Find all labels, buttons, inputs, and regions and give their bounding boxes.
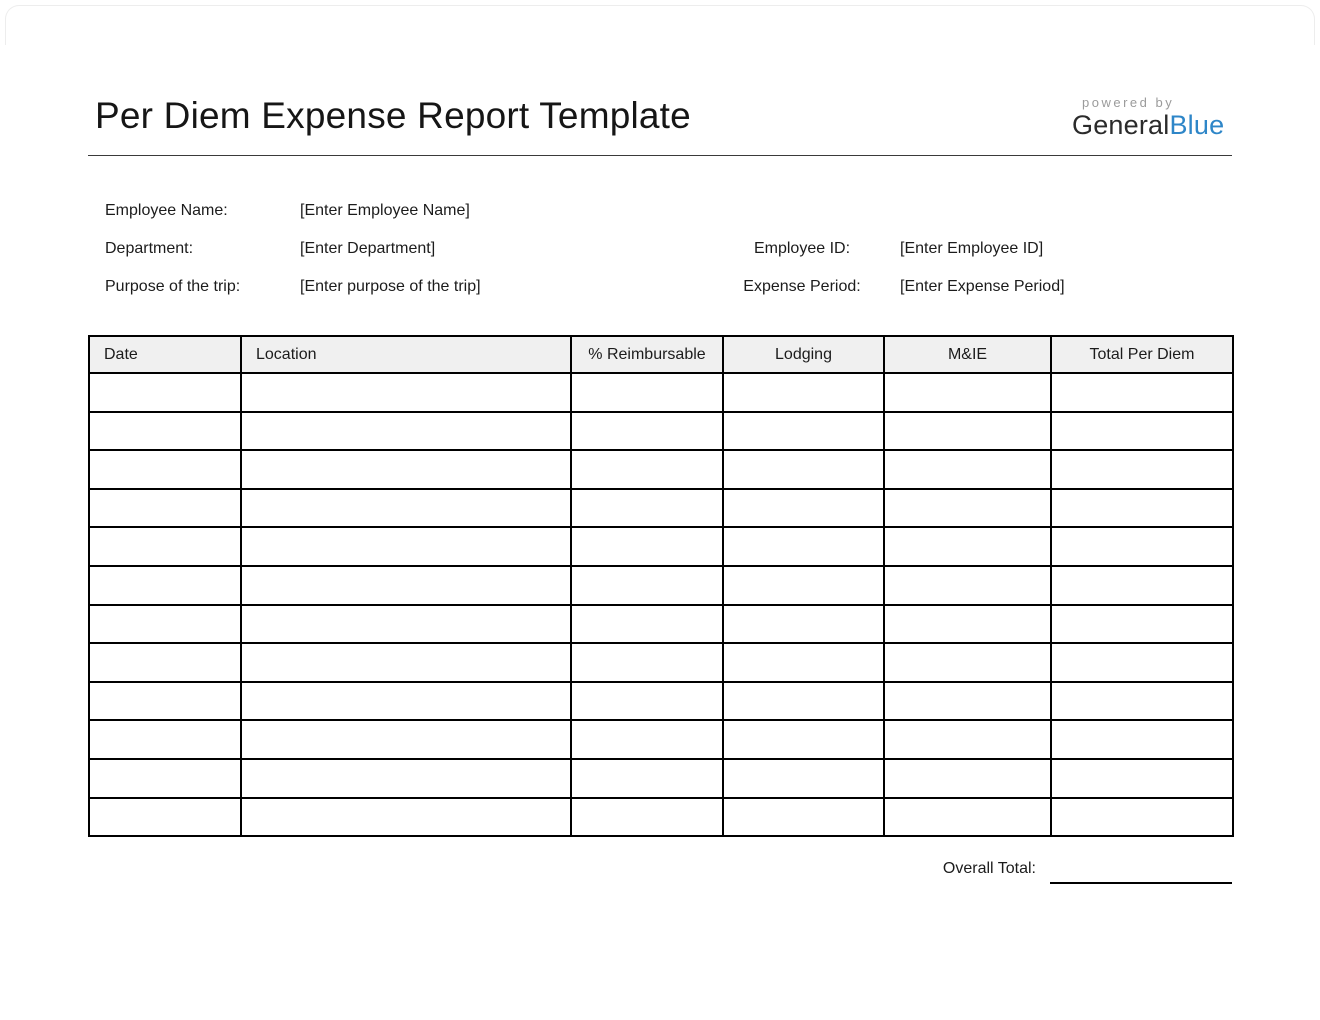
table-cell[interactable] bbox=[1051, 373, 1233, 412]
trip-purpose-field[interactable]: [Enter purpose of the trip] bbox=[300, 278, 481, 295]
table-cell[interactable] bbox=[571, 720, 723, 759]
table-cell[interactable] bbox=[89, 643, 241, 682]
table-row bbox=[89, 412, 1233, 451]
employee-id-label: Employee ID: bbox=[753, 240, 851, 257]
table-cell[interactable] bbox=[884, 412, 1051, 451]
table-cell[interactable] bbox=[1051, 489, 1233, 528]
table-cell[interactable] bbox=[571, 566, 723, 605]
table-cell[interactable] bbox=[723, 643, 884, 682]
table-cell[interactable] bbox=[241, 527, 571, 566]
table-cell[interactable] bbox=[241, 643, 571, 682]
table-cell[interactable] bbox=[1051, 798, 1233, 837]
table-cell[interactable] bbox=[884, 798, 1051, 837]
table-row bbox=[89, 527, 1233, 566]
table-cell[interactable] bbox=[723, 489, 884, 528]
employee-name-field[interactable]: [Enter Employee Name] bbox=[300, 202, 470, 219]
table-cell[interactable] bbox=[884, 759, 1051, 798]
table-body bbox=[89, 373, 1233, 836]
table-cell[interactable] bbox=[89, 489, 241, 528]
per-diem-expense-table bbox=[88, 335, 1234, 837]
table-cell[interactable] bbox=[89, 682, 241, 721]
expense-period-label: Expense Period: bbox=[743, 278, 861, 295]
overall-total-label: Overall Total: bbox=[942, 860, 1036, 877]
table-cell[interactable] bbox=[571, 798, 723, 837]
table-cell[interactable] bbox=[723, 720, 884, 759]
table-row bbox=[89, 373, 1233, 412]
table-cell[interactable] bbox=[89, 373, 241, 412]
overall-total-field[interactable] bbox=[1050, 864, 1232, 884]
table-row bbox=[89, 798, 1233, 837]
table-cell[interactable] bbox=[571, 450, 723, 489]
table-cell[interactable] bbox=[1051, 527, 1233, 566]
table-cell[interactable] bbox=[241, 489, 571, 528]
expense-period-field[interactable]: [Enter Expense Period] bbox=[900, 278, 1065, 295]
table-cell[interactable] bbox=[241, 450, 571, 489]
table-cell[interactable] bbox=[241, 566, 571, 605]
table-row bbox=[89, 720, 1233, 759]
table-cell[interactable] bbox=[89, 450, 241, 489]
table-cell[interactable] bbox=[884, 720, 1051, 759]
employee-name-label: Employee Name: bbox=[105, 202, 228, 219]
page-top-edge bbox=[5, 5, 1315, 45]
table-cell[interactable] bbox=[723, 605, 884, 644]
table-cell[interactable] bbox=[884, 489, 1051, 528]
table-cell[interactable] bbox=[571, 373, 723, 412]
table-cell[interactable] bbox=[571, 643, 723, 682]
table-cell[interactable] bbox=[241, 682, 571, 721]
brand-wordmark bbox=[1072, 110, 1232, 141]
employee-id-field[interactable]: [Enter Employee ID] bbox=[900, 240, 1044, 257]
table-header bbox=[89, 336, 1233, 373]
table-cell[interactable] bbox=[89, 412, 241, 451]
brand-general-text: General bbox=[1072, 110, 1170, 141]
table-cell[interactable] bbox=[1051, 682, 1233, 721]
table-cell[interactable] bbox=[89, 605, 241, 644]
table-row bbox=[89, 450, 1233, 489]
table-cell[interactable] bbox=[241, 605, 571, 644]
table-cell[interactable] bbox=[723, 566, 884, 605]
header-divider bbox=[88, 155, 1232, 156]
table-cell[interactable] bbox=[884, 373, 1051, 412]
table-cell[interactable] bbox=[1051, 720, 1233, 759]
column-header-date: Date bbox=[89, 336, 241, 373]
table-cell[interactable] bbox=[1051, 605, 1233, 644]
department-label: Department: bbox=[105, 240, 194, 257]
table-cell[interactable] bbox=[723, 682, 884, 721]
table-cell[interactable] bbox=[723, 759, 884, 798]
table-row bbox=[89, 605, 1233, 644]
document-header bbox=[95, 92, 1232, 141]
table-cell[interactable] bbox=[571, 412, 723, 451]
table-row bbox=[89, 489, 1233, 528]
table-cell[interactable] bbox=[89, 759, 241, 798]
table-cell[interactable] bbox=[884, 450, 1051, 489]
table-cell[interactable] bbox=[241, 798, 571, 837]
trip-purpose-label: Purpose of the trip: bbox=[105, 278, 241, 295]
table-cell[interactable] bbox=[89, 527, 241, 566]
table-cell[interactable] bbox=[571, 759, 723, 798]
powered-by-text: powered by bbox=[1082, 95, 1175, 110]
page-title: Per Diem Expense Report Template bbox=[95, 95, 691, 136]
table-cell[interactable] bbox=[571, 682, 723, 721]
table-cell[interactable] bbox=[723, 412, 884, 451]
table-cell[interactable] bbox=[723, 373, 884, 412]
table-cell[interactable] bbox=[241, 373, 571, 412]
table-cell[interactable] bbox=[723, 798, 884, 837]
table-cell[interactable] bbox=[89, 720, 241, 759]
table-cell[interactable] bbox=[89, 566, 241, 605]
table-cell[interactable] bbox=[884, 643, 1051, 682]
table-cell[interactable] bbox=[884, 566, 1051, 605]
column-header-location: Location bbox=[241, 336, 571, 373]
column-header-total-per-diem: Total Per Diem bbox=[1051, 336, 1233, 373]
generalblue-logo bbox=[1072, 96, 1232, 141]
table-cell[interactable] bbox=[1051, 450, 1233, 489]
column-header-lodging: Lodging bbox=[723, 336, 884, 373]
table-row bbox=[89, 643, 1233, 682]
table-row bbox=[89, 759, 1233, 798]
table-cell[interactable] bbox=[571, 527, 723, 566]
table-cell[interactable] bbox=[571, 489, 723, 528]
column-header-m-ie: M&IE bbox=[884, 336, 1051, 373]
table-cell[interactable] bbox=[241, 720, 571, 759]
table-cell[interactable] bbox=[1051, 759, 1233, 798]
table-cell[interactable] bbox=[241, 759, 571, 798]
table-cell[interactable] bbox=[884, 527, 1051, 566]
column-header-reimbursable: % Reimbursable bbox=[571, 336, 723, 373]
table-cell[interactable] bbox=[723, 450, 884, 489]
table-row bbox=[89, 682, 1233, 721]
table-cell[interactable] bbox=[884, 605, 1051, 644]
table-cell[interactable] bbox=[571, 605, 723, 644]
table-cell[interactable] bbox=[1051, 643, 1233, 682]
table-row bbox=[89, 566, 1233, 605]
table-cell[interactable] bbox=[1051, 412, 1233, 451]
table-cell[interactable] bbox=[723, 527, 884, 566]
table-cell[interactable] bbox=[89, 798, 241, 837]
department-field[interactable]: [Enter Department] bbox=[300, 240, 436, 257]
brand-blue-text: Blue bbox=[1169, 110, 1225, 141]
table-header-row bbox=[89, 336, 1233, 373]
table-cell[interactable] bbox=[1051, 566, 1233, 605]
table-cell[interactable] bbox=[241, 412, 571, 451]
table-cell[interactable] bbox=[884, 682, 1051, 721]
